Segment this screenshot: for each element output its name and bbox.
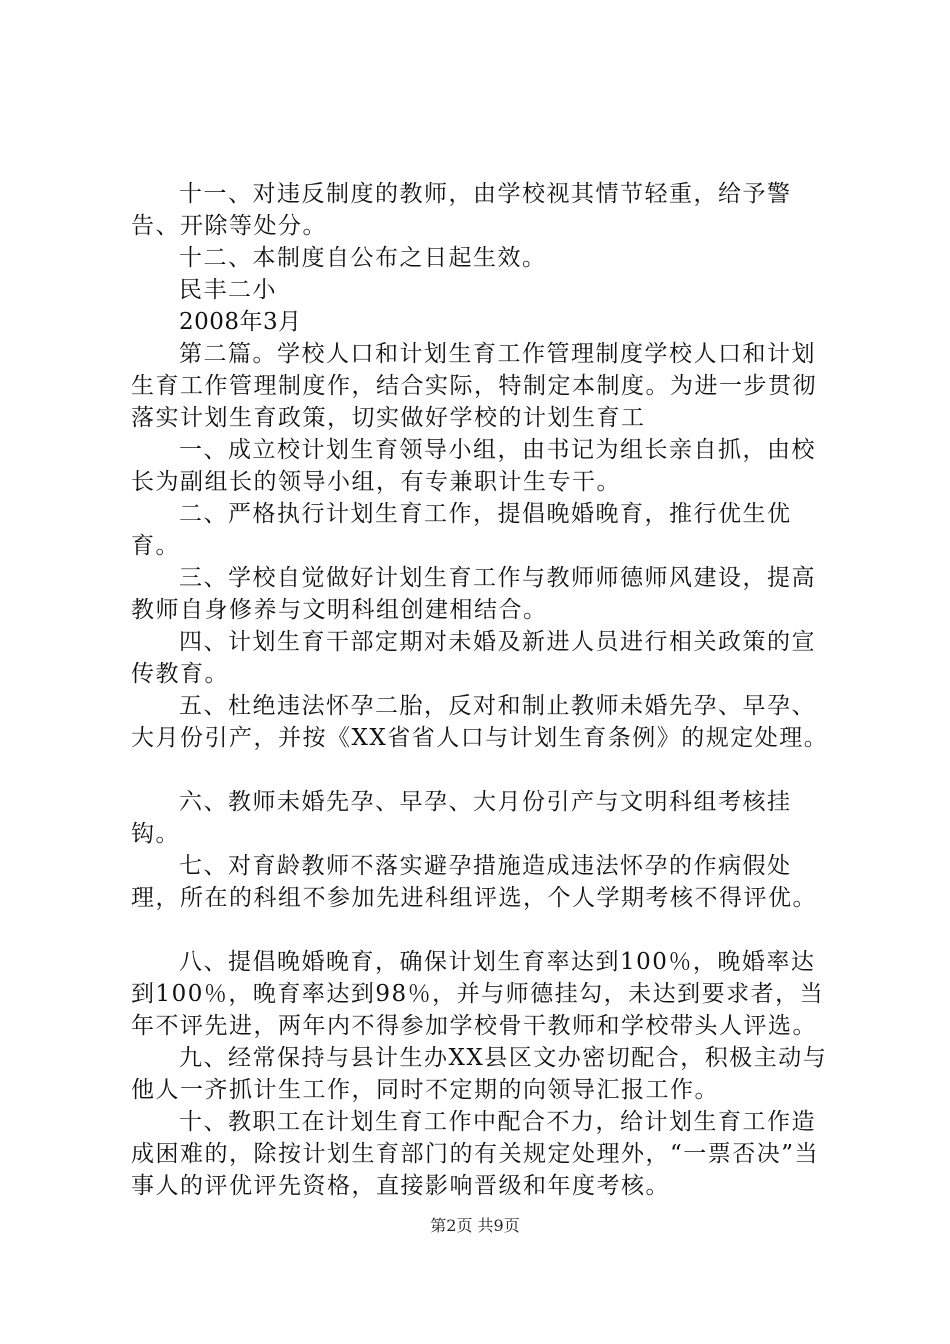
item-ten: 十、教职工在计划生育工作中配合不力，给计划生育工作造成困难的，除按计划生育部门的有关规定处理外，“一票否决”当事人的评优评先资格，直接影响晋级和年度考核。 bbox=[131, 1109, 820, 1199]
signature-date: 2008年3月 bbox=[179, 309, 302, 335]
paragraph-gap bbox=[131, 914, 831, 946]
item-six: 六、教师未婚先孕、早孕、大月份引产与文明科组考核挂钩。 bbox=[131, 789, 792, 847]
item-seven: 七、对育龄教师不落实避孕措施造成违法怀孕的作病假处理，所在的科组不参加先进科组评选，个人学期考核不得评优。 bbox=[131, 853, 817, 911]
page-footer bbox=[0, 1216, 950, 1236]
item-one: 一、成立校计划生育领导小组，由书记为组长亲自抓，由校长为副组长的领导小组，有专兼职计生专干。 bbox=[131, 437, 816, 495]
item-nine: 九、经常保持与县计生办XX县区文办密切配合，积极主动与他人一齐抓计生工作，同时不定期的向领导汇报工作。 bbox=[131, 1045, 828, 1103]
item-eight: 八、提倡晚婚晚育，确保计划生育率达到100％，晚婚率达到100％，晚育率达到98％，并与师德挂勾，未达到要求者，当年不评先进，两年内不得参加学校骨干教师和学校带头人评选。 bbox=[131, 949, 825, 1039]
signature-school: 民丰二小 bbox=[179, 277, 277, 303]
paragraph-gap bbox=[131, 754, 831, 786]
paragraph-twelve: 十二、本制度自公布之日起生效。 bbox=[179, 245, 547, 271]
item-five: 五、杜绝违法怀孕二胎，反对和制止教师未婚先孕、早孕、大月份引产，并按《XX省省人口与计划生育条例》的规定处理。 bbox=[131, 693, 829, 751]
paragraph-eleven: 十一、对违反制度的教师，由学校视其情节轻重，给予警告、开除等处分。 bbox=[131, 181, 792, 239]
item-two: 二、严格执行计划生育工作，提倡晚婚晚育，推行优生优育。 bbox=[131, 501, 792, 559]
page-number: 第2页 共9页 bbox=[430, 1216, 520, 1235]
item-three: 三、学校自觉做好计划生育工作与教师师德师风建设，提高教师自身修养与文明科组创建相结合。 bbox=[131, 565, 816, 623]
document-body bbox=[131, 178, 831, 1202]
section-two-intro: 第二篇。学校人口和计划生育工作管理制度学校人口和计划生育工作管理制度作，结合实际，特制定本制度。为进一步贯彻落实计划生育政策，切实做好学校的计划生育工 bbox=[131, 341, 817, 431]
item-four: 四、计划生育干部定期对未婚及新进人员进行相关政策的宣传教育。 bbox=[131, 629, 816, 687]
